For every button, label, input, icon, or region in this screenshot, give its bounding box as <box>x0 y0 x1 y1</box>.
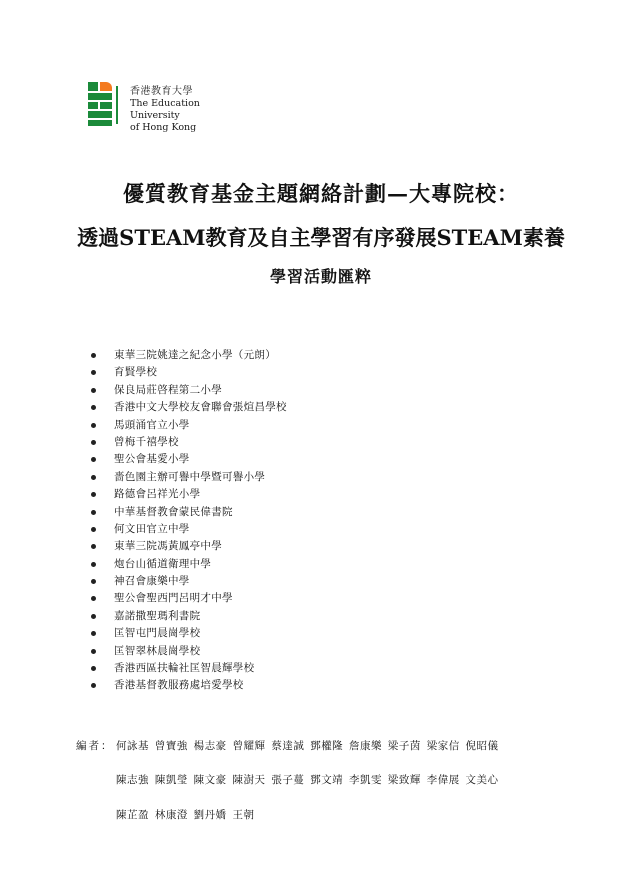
eduhk-logo <box>88 82 238 133</box>
school-list-item <box>90 399 287 416</box>
bullet-icon <box>91 370 96 375</box>
school-list-item <box>90 382 287 399</box>
school-list-item <box>90 417 287 434</box>
school-name: 香港中文大學校友會聯會張煊昌學校 <box>114 401 287 414</box>
bullet-icon <box>91 388 96 393</box>
bullet-icon <box>91 353 96 358</box>
school-list-item <box>90 556 287 573</box>
school-name: 中華基督教會蒙民偉書院 <box>114 505 233 518</box>
school-list-item <box>90 486 287 503</box>
editors-row-3: 陳芷盈 林康澄 劉丹嬌 王朝 <box>116 809 255 821</box>
editors-row-1: 何詠基 曾寶強 楊志豪 曾耀輝 蔡達誠 鄧權隆 詹康樂 梁子茵 梁家信 倪昭儀 <box>116 740 499 752</box>
editors-label: 編者： <box>76 740 114 752</box>
school-list-item <box>90 521 287 538</box>
school-name: 神召會康樂中學 <box>114 575 190 588</box>
bullet-icon <box>91 475 96 480</box>
bullet-icon <box>91 683 96 688</box>
school-name: 嗇色園主辦可譽中學暨可譽小學 <box>114 470 266 483</box>
school-list-item <box>90 364 287 381</box>
logo-wordmark <box>130 86 238 134</box>
bullet-icon <box>91 492 96 497</box>
school-name: 東華三院馮黃鳳亭中學 <box>114 540 222 553</box>
editors-row-2: 陳志強 陳凱瑩 陳文豪 陳澍天 張子蔓 鄧文靖 李凱雯 梁致輝 李偉展 文美心 <box>116 774 499 786</box>
school-list-item <box>90 451 287 468</box>
school-list-item <box>90 608 287 625</box>
school-name: 炮台山循道衛理中學 <box>114 557 212 570</box>
document-title-line1: 優質教育基金主題網絡計劃—大專院校： <box>123 181 519 206</box>
school-list-item <box>90 504 287 521</box>
bullet-icon <box>91 405 96 410</box>
logo-name-en-line1: The Education University <box>130 98 200 121</box>
school-list-item <box>90 643 287 660</box>
school-list-item <box>90 590 287 607</box>
logo-name-en-line2: of Hong Kong <box>130 122 197 133</box>
bullet-icon <box>91 544 96 549</box>
school-list-item <box>90 538 287 555</box>
school-name: 匡智翠林晨崗學校 <box>114 644 201 657</box>
school-name: 香港基督教服務處培愛學校 <box>114 679 244 692</box>
school-list-item <box>90 573 287 590</box>
school-list-item <box>90 660 287 677</box>
school-name: 育賢學校 <box>114 366 158 379</box>
school-list-item <box>90 347 287 364</box>
school-name: 香港西區扶輪社匡智晨輝學校 <box>114 662 255 675</box>
bullet-icon <box>91 579 96 584</box>
school-name: 聖公會基愛小學 <box>114 453 190 466</box>
school-list-item <box>90 677 287 694</box>
school-name: 匡智屯門晨崗學校 <box>114 627 201 640</box>
school-name: 路德會呂祥光小學 <box>114 488 201 501</box>
bullet-icon <box>91 440 96 445</box>
school-name: 曾梅千禧學校 <box>114 435 179 448</box>
school-name: 東華三院姚達之紀念小學（元朗） <box>114 349 276 361</box>
school-list <box>90 347 287 695</box>
bullet-icon <box>91 423 96 428</box>
bullet-icon <box>91 527 96 532</box>
school-name: 嘉諾撒聖瑪利書院 <box>114 609 201 622</box>
school-list-item <box>90 469 287 486</box>
bullet-icon <box>91 510 96 515</box>
school-list-item <box>90 434 287 451</box>
school-name: 保良局莊啓程第二小學 <box>114 383 222 396</box>
bullet-icon <box>91 649 96 654</box>
logo-name-zh: 香港教育大學 <box>130 86 193 97</box>
school-list-item <box>90 625 287 642</box>
bullet-icon <box>91 614 96 619</box>
bullet-icon <box>91 666 96 671</box>
school-name: 何文田官立中學 <box>114 522 190 535</box>
bullet-icon <box>91 596 96 601</box>
school-name: 聖公會聖西門呂明才中學 <box>114 592 233 605</box>
bullet-icon <box>91 562 96 567</box>
school-name: 馬頭涌官立小學 <box>114 418 190 431</box>
document-subtitle: 學習活動匯粹 <box>269 267 372 286</box>
document-title-line2: 透過STEAM教育及自主學習有序發展STEAM素養 <box>77 225 565 250</box>
bullet-icon <box>91 457 96 462</box>
eduhk-emblem <box>88 82 124 126</box>
bullet-icon <box>91 631 96 636</box>
